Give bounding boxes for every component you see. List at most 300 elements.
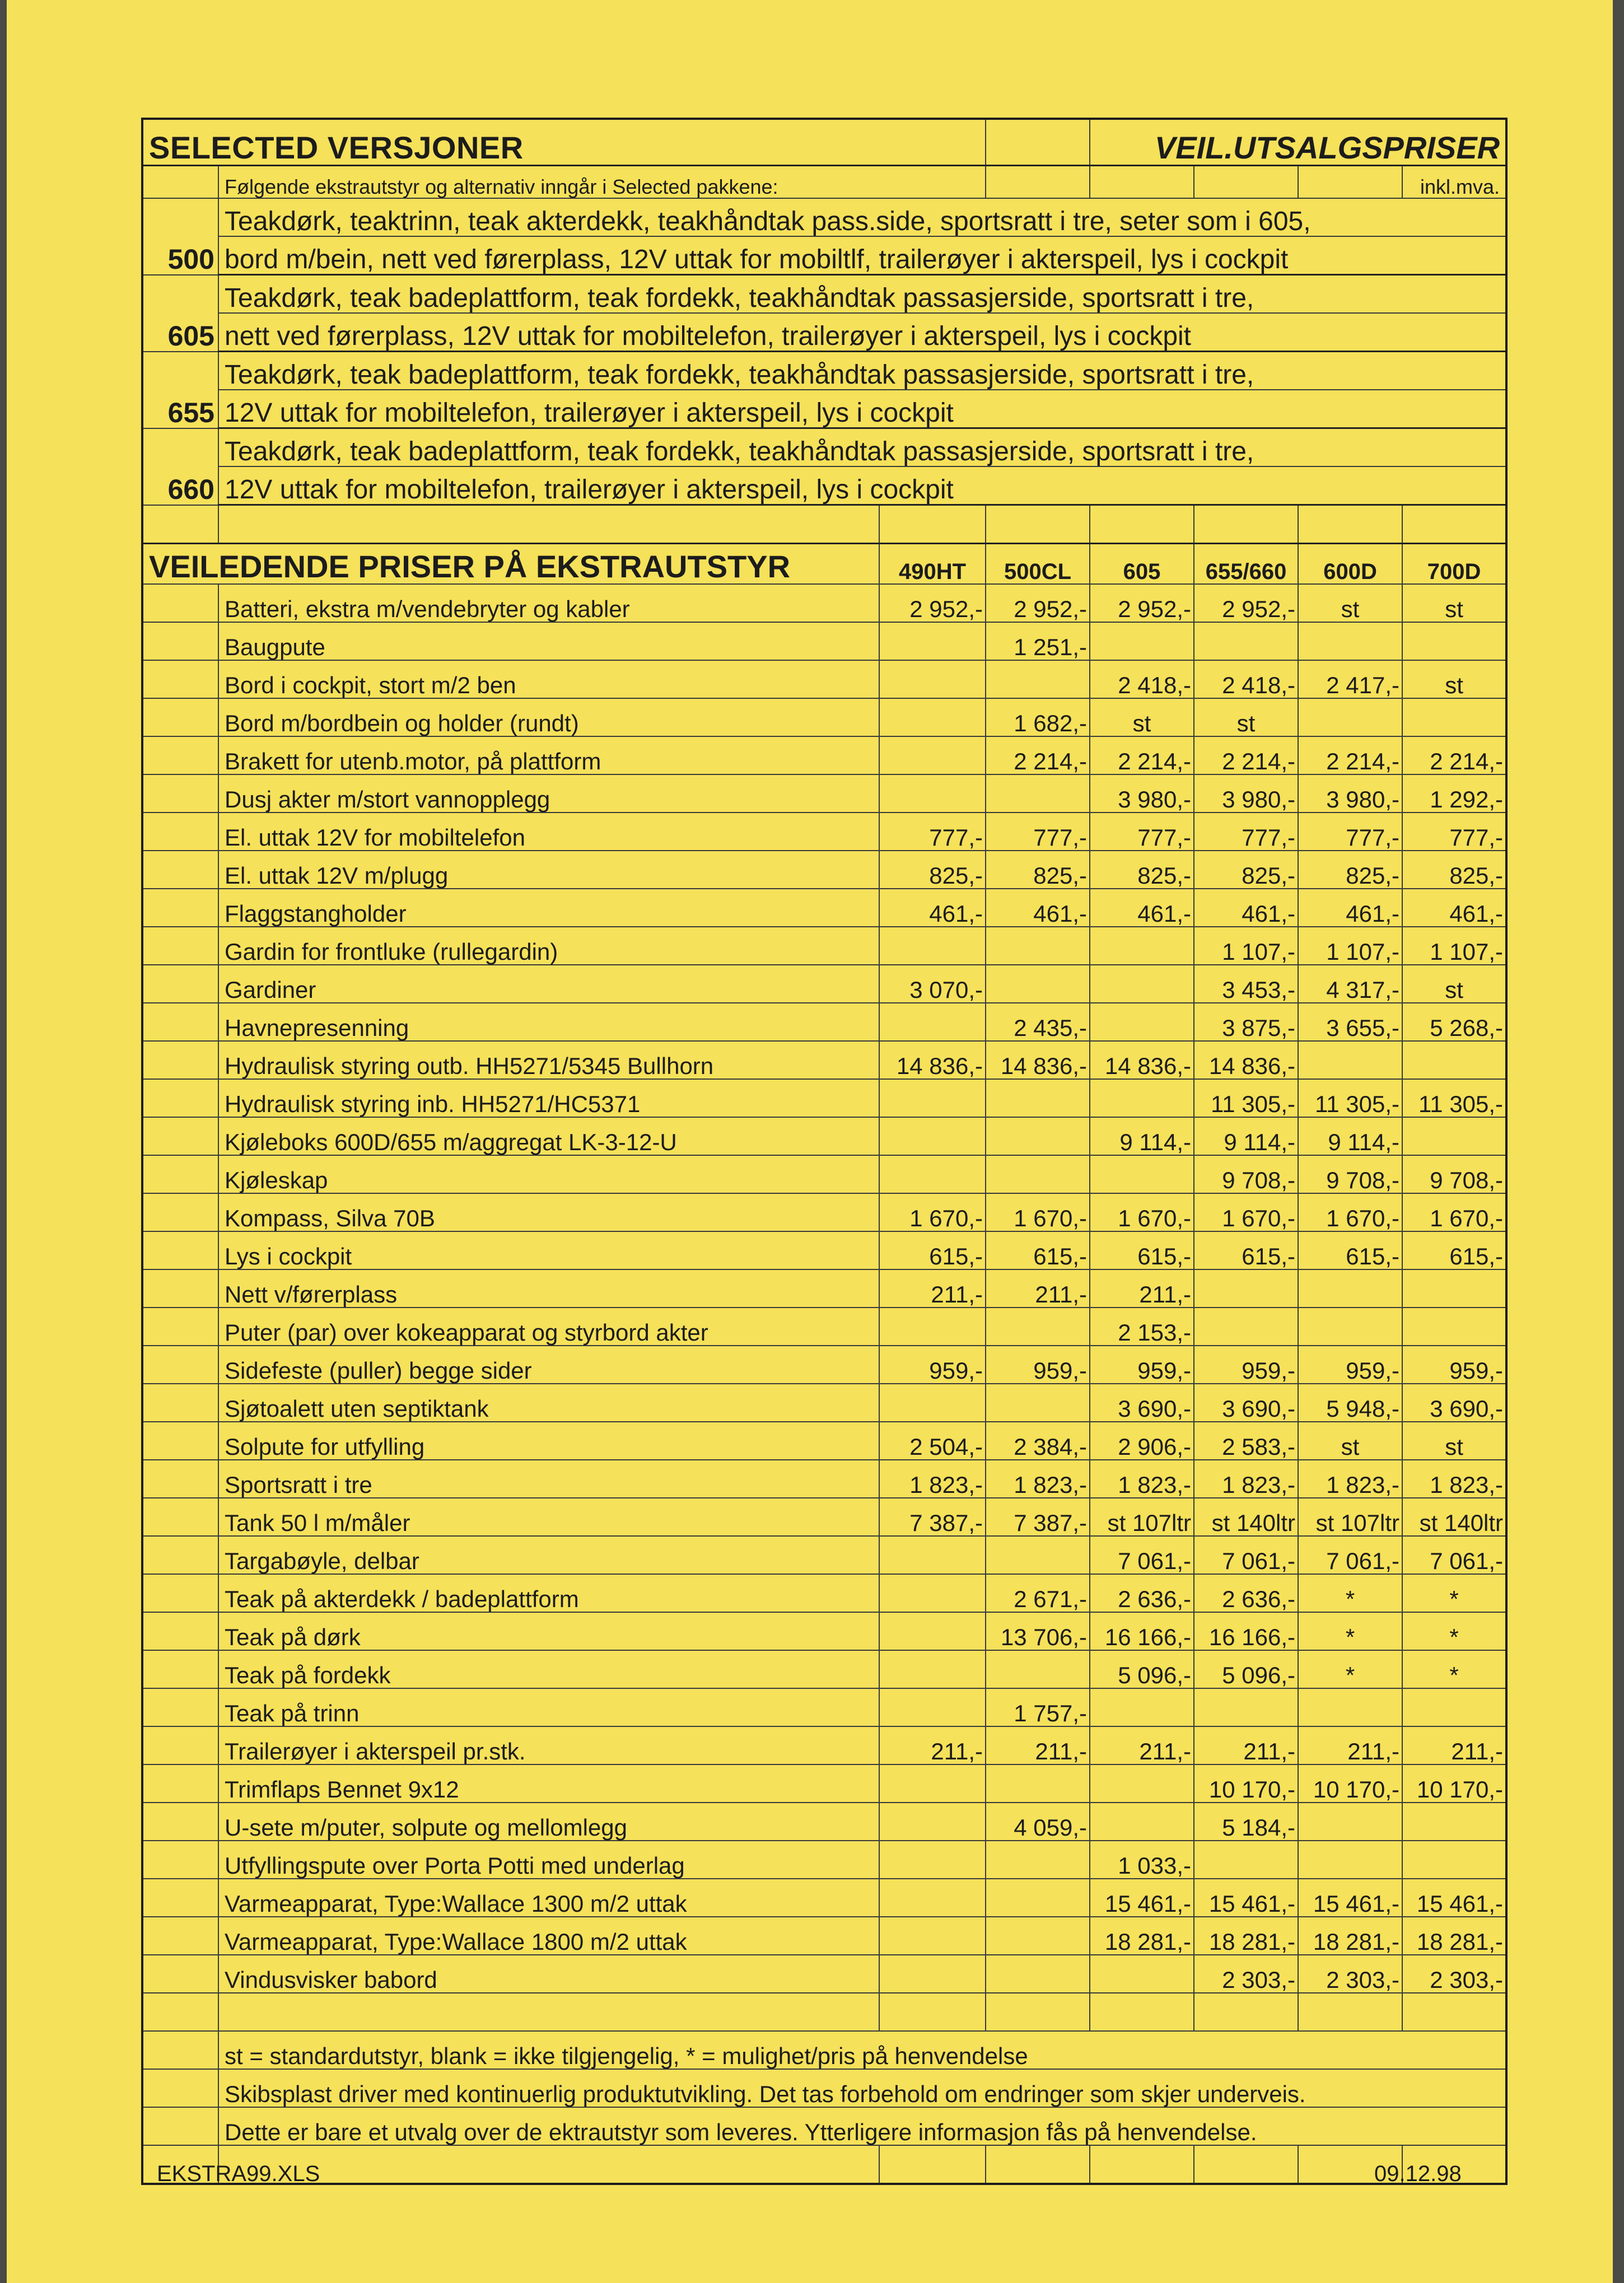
price-cell: 211,- bbox=[986, 1269, 1090, 1308]
package-desc-line: 12V uttak for mobiltelefon, trailerøyer i akterspeil, lys i cockpit bbox=[218, 390, 1506, 428]
price-cell bbox=[1402, 698, 1506, 736]
price-cell: st 140ltr bbox=[1194, 1498, 1298, 1536]
table-row bbox=[142, 584, 1506, 622]
item-name: Kjøleskap bbox=[218, 1155, 879, 1193]
price-cell: st 107ltr bbox=[1298, 1498, 1402, 1536]
price-cell: 3 875,- bbox=[1194, 1003, 1298, 1041]
price-cell: 1 033,- bbox=[1090, 1841, 1194, 1879]
column-header: 500CL bbox=[986, 544, 1090, 585]
price-cell bbox=[879, 1841, 986, 1879]
item-name: Hydraulisk styring outb. HH5271/5345 Bullhorn bbox=[218, 1041, 879, 1079]
price-cell bbox=[986, 1879, 1090, 1917]
item-name: Teak på dørk bbox=[218, 1612, 879, 1650]
price-cell: 1 823,- bbox=[1298, 1460, 1402, 1498]
price-cell: 2 952,- bbox=[1090, 584, 1194, 622]
price-cell bbox=[1298, 698, 1402, 736]
column-header: 490HT bbox=[879, 544, 986, 585]
price-cell bbox=[1090, 965, 1194, 1003]
blank-cell bbox=[142, 927, 218, 965]
price-cell: 959,- bbox=[986, 1346, 1090, 1384]
item-name: Sportsratt i tre bbox=[218, 1460, 879, 1498]
item-name: Trailerøyer i akterspeil pr.stk. bbox=[218, 1726, 879, 1764]
price-cell bbox=[879, 927, 986, 965]
package-row bbox=[142, 198, 1506, 236]
price-cell: 461,- bbox=[1194, 889, 1298, 927]
price-cell: 5 268,- bbox=[1402, 1003, 1506, 1041]
item-name: Gardin for frontluke (rullegardin) bbox=[218, 927, 879, 965]
price-cell bbox=[879, 1003, 986, 1041]
blank-cell bbox=[879, 505, 986, 544]
item-name: Kjøleboks 600D/655 m/aggregat LK-3-12-U bbox=[218, 1117, 879, 1155]
price-cell bbox=[1194, 1308, 1298, 1346]
blank-cell bbox=[1090, 1993, 1194, 2031]
item-name: Puter (par) over kokeapparat og styrbord akter bbox=[218, 1308, 879, 1346]
table-row bbox=[142, 1688, 1506, 1726]
price-cell: 825,- bbox=[986, 851, 1090, 889]
price-cell: 9 708,- bbox=[1194, 1155, 1298, 1193]
price-cell: 211,- bbox=[1090, 1269, 1194, 1308]
blank-cell bbox=[142, 505, 218, 544]
price-cell: 1 757,- bbox=[986, 1688, 1090, 1726]
price-cell: 2 504,- bbox=[879, 1422, 986, 1460]
price-cell: 3 980,- bbox=[1298, 774, 1402, 813]
selected-title: SELECTED VERSJONER bbox=[142, 119, 986, 166]
price-cell bbox=[986, 1117, 1090, 1155]
package-desc-line: 12V uttak for mobiltelefon, trailerøyer i akterspeil, lys i cockpit bbox=[218, 466, 1506, 505]
price-cell: st bbox=[1298, 584, 1402, 622]
price-cell: 777,- bbox=[1402, 813, 1506, 851]
price-cell: 1 670,- bbox=[1298, 1193, 1402, 1231]
package-row-cont bbox=[142, 390, 1506, 428]
price-cell: 461,- bbox=[986, 889, 1090, 927]
price-cell: 15 461,- bbox=[1402, 1879, 1506, 1917]
price-cell: 14 836,- bbox=[1194, 1041, 1298, 1079]
item-name: Targabøyle, delbar bbox=[218, 1536, 879, 1574]
table-row bbox=[142, 1003, 1506, 1041]
item-name: Teak på akterdekk / badeplattform bbox=[218, 1574, 879, 1612]
blank-cell bbox=[142, 889, 218, 927]
price-cell: 1 823,- bbox=[1194, 1460, 1298, 1498]
item-name: Sidefeste (puller) begge sider bbox=[218, 1346, 879, 1384]
blank-cell bbox=[142, 1460, 218, 1498]
price-cell: 2 384,- bbox=[986, 1422, 1090, 1460]
item-name: Utfyllingspute over Porta Potti med underlag bbox=[218, 1841, 879, 1879]
price-cell: st bbox=[1298, 1422, 1402, 1460]
price-cell bbox=[986, 1384, 1090, 1422]
table-row bbox=[142, 1879, 1506, 1917]
price-cell: 615,- bbox=[1090, 1231, 1194, 1269]
blank-cell bbox=[142, 1155, 218, 1193]
spacer-row bbox=[142, 2145, 1506, 2184]
price-cell: 2 418,- bbox=[1090, 660, 1194, 698]
blank-cell bbox=[1402, 505, 1506, 544]
price-cell: 615,- bbox=[1194, 1231, 1298, 1269]
price-cell bbox=[879, 1612, 986, 1650]
price-cell bbox=[1298, 1041, 1402, 1079]
price-cell bbox=[879, 774, 986, 813]
blank-cell bbox=[218, 505, 879, 544]
price-cell: 15 461,- bbox=[1298, 1879, 1402, 1917]
blank-cell bbox=[218, 1993, 879, 2031]
price-cell bbox=[1402, 1041, 1506, 1079]
item-name: El. uttak 12V for mobiltelefon bbox=[218, 813, 879, 851]
item-name: Flaggstangholder bbox=[218, 889, 879, 927]
price-cell: st bbox=[1402, 660, 1506, 698]
item-name: Gardiner bbox=[218, 965, 879, 1003]
price-cell bbox=[1194, 1269, 1298, 1308]
price-cell: 1 823,- bbox=[986, 1460, 1090, 1498]
blank-cell bbox=[1298, 505, 1402, 544]
footer-date: 09.12.98 bbox=[1374, 2161, 1462, 2186]
package-row-cont bbox=[142, 236, 1506, 275]
price-cell bbox=[879, 1079, 986, 1117]
price-cell bbox=[879, 1308, 986, 1346]
price-cell: 18 281,- bbox=[1090, 1917, 1194, 1955]
package-row-cont bbox=[142, 313, 1506, 352]
package-row bbox=[142, 352, 1506, 390]
price-cell: 825,- bbox=[1194, 851, 1298, 889]
price-cell bbox=[1090, 1079, 1194, 1117]
blank-cell bbox=[142, 2107, 218, 2145]
item-name: Varmeapparat, Type:Wallace 1800 m/2 uttak bbox=[218, 1917, 879, 1955]
price-cell bbox=[879, 1879, 986, 1917]
price-cell bbox=[879, 622, 986, 660]
price-cell: 211,- bbox=[1090, 1726, 1194, 1764]
price-cell bbox=[879, 1688, 986, 1726]
price-cell: st bbox=[1402, 584, 1506, 622]
table-row bbox=[142, 1574, 1506, 1612]
price-cell: 2 952,- bbox=[986, 584, 1090, 622]
blank-cell bbox=[142, 1041, 218, 1079]
blank-cell bbox=[142, 1764, 218, 1803]
price-cell: 10 170,- bbox=[1402, 1764, 1506, 1803]
equipment-header-row bbox=[142, 544, 1506, 585]
price-cell: 2 671,- bbox=[986, 1574, 1090, 1612]
price-cell: 7 387,- bbox=[986, 1498, 1090, 1536]
price-cell bbox=[879, 698, 986, 736]
price-cell: 461,- bbox=[1090, 889, 1194, 927]
table-row bbox=[142, 736, 1506, 774]
price-cell bbox=[879, 1955, 986, 1993]
blank-cell bbox=[986, 1993, 1090, 2031]
note-row bbox=[142, 2107, 1506, 2145]
price-cell: 2 906,- bbox=[1090, 1422, 1194, 1460]
column-header: 605 bbox=[1090, 544, 1194, 585]
table-row bbox=[142, 1803, 1506, 1841]
price-cell bbox=[1298, 1803, 1402, 1841]
price-cell bbox=[879, 1764, 986, 1803]
price-cell bbox=[986, 774, 1090, 813]
price-cell bbox=[986, 1764, 1090, 1803]
price-cell: 615,- bbox=[879, 1231, 986, 1269]
item-name: Kompass, Silva 70B bbox=[218, 1193, 879, 1231]
price-cell: 5 948,- bbox=[1298, 1384, 1402, 1422]
price-cell bbox=[1402, 1117, 1506, 1155]
price-cell: 777,- bbox=[1298, 813, 1402, 851]
blank-cell bbox=[142, 1193, 218, 1231]
blank-cell bbox=[1090, 505, 1194, 544]
price-cell: 14 836,- bbox=[986, 1041, 1090, 1079]
blank-cell bbox=[142, 698, 218, 736]
price-cell: 777,- bbox=[879, 813, 986, 851]
price-cell bbox=[1402, 1269, 1506, 1308]
package-row bbox=[142, 275, 1506, 314]
blank-cell bbox=[142, 1003, 218, 1041]
price-cell: 7 387,- bbox=[879, 1498, 986, 1536]
price-cell: 15 461,- bbox=[1194, 1879, 1298, 1917]
blank-cell bbox=[142, 1841, 218, 1879]
package-desc-line: nett ved førerplass, 12V uttak for mobiltelefon, trailerøyer i akterspeil, lys i cockpit bbox=[218, 313, 1506, 352]
price-cell: 777,- bbox=[1090, 813, 1194, 851]
table-row bbox=[142, 1841, 1506, 1879]
price-cell: 1 670,- bbox=[1090, 1193, 1194, 1231]
item-name: Sjøtoalett uten septiktank bbox=[218, 1384, 879, 1422]
price-cell bbox=[1090, 1155, 1194, 1193]
price-cell bbox=[879, 1384, 986, 1422]
price-cell: 3 980,- bbox=[1090, 774, 1194, 813]
price-cell: 1 107,- bbox=[1402, 927, 1506, 965]
item-name: El. uttak 12V m/plugg bbox=[218, 851, 879, 889]
price-cell bbox=[986, 1079, 1090, 1117]
vat-label: inkl.mva. bbox=[1402, 166, 1506, 199]
price-cell: 615,- bbox=[1402, 1231, 1506, 1269]
price-cell: st bbox=[1090, 698, 1194, 736]
price-cell: 1 670,- bbox=[1402, 1193, 1506, 1231]
price-cell bbox=[986, 1155, 1090, 1193]
blank-cell bbox=[142, 1993, 218, 2031]
selected-header-row bbox=[142, 119, 1506, 166]
package-desc-line: bord m/bein, nett ved førerplass, 12V uttak for mobiltlf, trailerøyer i akterspeil, lys i cockpit bbox=[218, 236, 1506, 275]
price-cell: 211,- bbox=[986, 1726, 1090, 1764]
price-cell: 3 690,- bbox=[1090, 1384, 1194, 1422]
item-name: Havnepresenning bbox=[218, 1003, 879, 1041]
price-cell bbox=[1090, 1803, 1194, 1841]
price-cell bbox=[879, 660, 986, 698]
price-cell: 10 170,- bbox=[1298, 1764, 1402, 1803]
price-cell: 461,- bbox=[1298, 889, 1402, 927]
blank-cell bbox=[142, 1726, 218, 1764]
price-cell: 1 670,- bbox=[1194, 1193, 1298, 1231]
table-row bbox=[142, 1117, 1506, 1155]
package-row-cont bbox=[142, 466, 1506, 505]
package-code: 660 bbox=[142, 428, 218, 505]
column-header: 600D bbox=[1298, 544, 1402, 585]
price-cell bbox=[1090, 927, 1194, 965]
blank-cell bbox=[142, 1422, 218, 1460]
price-cell: 1 107,- bbox=[1298, 927, 1402, 965]
blank-cell bbox=[1194, 1993, 1298, 2031]
price-cell bbox=[986, 1955, 1090, 1993]
price-cell: 1 823,- bbox=[1090, 1460, 1194, 1498]
item-name: Solpute for utfylling bbox=[218, 1422, 879, 1460]
table-row bbox=[142, 1917, 1506, 1955]
price-cell: 9 708,- bbox=[1298, 1155, 1402, 1193]
price-cell: 7 061,- bbox=[1402, 1536, 1506, 1574]
price-cell: 7 061,- bbox=[1194, 1536, 1298, 1574]
price-title: VEIL.UTSALGSPRISER bbox=[1090, 119, 1506, 166]
price-cell: 2 583,- bbox=[1194, 1422, 1298, 1460]
price-cell: 2 214,- bbox=[986, 736, 1090, 774]
package-desc-line: Teakdørk, teak badeplattform, teak fordekk, teakhåndtak passasjerside, sportsratt i tre, bbox=[218, 352, 1506, 390]
price-cell: st bbox=[1194, 698, 1298, 736]
table-row bbox=[142, 698, 1506, 736]
price-cell bbox=[1090, 1688, 1194, 1726]
item-name: Lys i cockpit bbox=[218, 1231, 879, 1269]
item-name: Brakett for utenb.motor, på plattform bbox=[218, 736, 879, 774]
price-cell: 825,- bbox=[1402, 851, 1506, 889]
price-cell: 7 061,- bbox=[1090, 1536, 1194, 1574]
spacer-row bbox=[142, 1993, 1506, 2031]
price-sheet bbox=[7, 0, 1613, 2283]
price-cell: 1 670,- bbox=[879, 1193, 986, 1231]
price-cell: 959,- bbox=[1090, 1346, 1194, 1384]
package-code: 655 bbox=[142, 352, 218, 428]
table-row bbox=[142, 660, 1506, 698]
table-row bbox=[142, 851, 1506, 889]
price-cell: 2 303,- bbox=[1402, 1955, 1506, 1993]
price-cell: 5 184,- bbox=[1194, 1803, 1298, 1841]
price-cell: 1 107,- bbox=[1194, 927, 1298, 965]
blank-cell bbox=[1402, 1993, 1506, 2031]
blank-cell bbox=[879, 1993, 986, 2031]
price-cell: 461,- bbox=[879, 889, 986, 927]
price-cell: * bbox=[1298, 1650, 1402, 1688]
table-row bbox=[142, 1231, 1506, 1269]
blank-cell bbox=[142, 1384, 218, 1422]
price-cell: 4 059,- bbox=[986, 1803, 1090, 1841]
price-cell: 3 980,- bbox=[1194, 774, 1298, 813]
price-cell: 3 453,- bbox=[1194, 965, 1298, 1003]
note-row bbox=[142, 2031, 1506, 2069]
item-name: Baugpute bbox=[218, 622, 879, 660]
item-name: Trimflaps Bennet 9x12 bbox=[218, 1764, 879, 1803]
table-row bbox=[142, 813, 1506, 851]
price-cell bbox=[879, 736, 986, 774]
blank-cell bbox=[1194, 505, 1298, 544]
price-cell bbox=[879, 1650, 986, 1688]
table-row bbox=[142, 1193, 1506, 1231]
price-cell bbox=[986, 1536, 1090, 1574]
price-table bbox=[141, 118, 1508, 2185]
price-cell: 615,- bbox=[986, 1231, 1090, 1269]
price-cell: * bbox=[1402, 1612, 1506, 1650]
item-name: Hydraulisk styring inb. HH5271/HC5371 bbox=[218, 1079, 879, 1117]
price-cell: 211,- bbox=[1402, 1726, 1506, 1764]
package-desc-line: Teakdørk, teaktrinn, teak akterdekk, teakhåndtak pass.side, sportsratt i tre, seter som i 605, bbox=[218, 198, 1506, 236]
blank-cell bbox=[142, 1269, 218, 1308]
table-row bbox=[142, 1155, 1506, 1193]
price-cell: 9 708,- bbox=[1402, 1155, 1506, 1193]
price-cell bbox=[986, 927, 1090, 965]
price-cell: 2 303,- bbox=[1194, 1955, 1298, 1993]
price-cell bbox=[1194, 622, 1298, 660]
blank-cell bbox=[142, 1231, 218, 1269]
price-cell: 18 281,- bbox=[1298, 1917, 1402, 1955]
price-cell bbox=[1090, 1955, 1194, 1993]
selected-intro: Følgende ekstrautstyr og alternativ inngår i Selected pakkene: bbox=[218, 166, 986, 199]
price-cell: 1 682,- bbox=[986, 698, 1090, 736]
price-cell bbox=[1402, 1688, 1506, 1726]
blank-cell bbox=[142, 1574, 218, 1612]
table-row bbox=[142, 622, 1506, 660]
item-name: Batteri, ekstra m/vendebryter og kabler bbox=[218, 584, 879, 622]
price-cell: 3 690,- bbox=[1194, 1384, 1298, 1422]
item-name: Varmeapparat, Type:Wallace 1300 m/2 uttak bbox=[218, 1879, 879, 1917]
price-cell bbox=[1090, 1003, 1194, 1041]
price-cell bbox=[986, 660, 1090, 698]
price-cell bbox=[879, 1117, 986, 1155]
table-row bbox=[142, 1650, 1506, 1688]
table-row bbox=[142, 1955, 1506, 1993]
blank-cell bbox=[142, 1308, 218, 1346]
price-cell: 959,- bbox=[879, 1346, 986, 1384]
blank-cell bbox=[142, 1079, 218, 1117]
price-cell: 2 952,- bbox=[879, 584, 986, 622]
price-cell: 2 303,- bbox=[1298, 1955, 1402, 1993]
package-code: 605 bbox=[142, 275, 218, 352]
price-cell: 825,- bbox=[1090, 851, 1194, 889]
price-cell: * bbox=[1298, 1574, 1402, 1612]
item-name: Nett v/førerplass bbox=[218, 1269, 879, 1308]
blank-cell bbox=[142, 1612, 218, 1650]
price-cell: 11 305,- bbox=[1194, 1079, 1298, 1117]
price-cell bbox=[879, 1917, 986, 1955]
price-cell: 2 435,- bbox=[986, 1003, 1090, 1041]
price-cell bbox=[986, 1308, 1090, 1346]
blank-cell bbox=[142, 851, 218, 889]
price-cell: st 140ltr bbox=[1402, 1498, 1506, 1536]
blank-cell bbox=[142, 622, 218, 660]
price-cell bbox=[879, 1574, 986, 1612]
price-cell bbox=[1090, 1764, 1194, 1803]
item-name: Bord i cockpit, stort m/2 ben bbox=[218, 660, 879, 698]
price-cell bbox=[1298, 1841, 1402, 1879]
table-row bbox=[142, 1269, 1506, 1308]
price-cell: 1 292,- bbox=[1402, 774, 1506, 813]
item-name: Bord m/bordbein og holder (rundt) bbox=[218, 698, 879, 736]
blank-cell bbox=[142, 1917, 218, 1955]
price-cell: 2 214,- bbox=[1402, 736, 1506, 774]
blank-cell bbox=[142, 813, 218, 851]
price-cell: 211,- bbox=[1194, 1726, 1298, 1764]
item-name: Teak på fordekk bbox=[218, 1650, 879, 1688]
price-cell: 1 251,- bbox=[986, 622, 1090, 660]
price-cell bbox=[879, 1155, 986, 1193]
price-cell bbox=[1298, 1308, 1402, 1346]
price-cell bbox=[986, 1650, 1090, 1688]
table-row bbox=[142, 1612, 1506, 1650]
price-cell: 3 655,- bbox=[1298, 1003, 1402, 1041]
price-cell: 461,- bbox=[1402, 889, 1506, 927]
price-cell: 211,- bbox=[879, 1726, 986, 1764]
price-cell: 18 281,- bbox=[1194, 1917, 1298, 1955]
price-cell: 14 836,- bbox=[879, 1041, 986, 1079]
price-cell: st bbox=[1402, 965, 1506, 1003]
price-cell: 14 836,- bbox=[1090, 1041, 1194, 1079]
price-cell: 3 690,- bbox=[1402, 1384, 1506, 1422]
price-cell bbox=[986, 1841, 1090, 1879]
item-name: Vindusvisker babord bbox=[218, 1955, 879, 1993]
blank-cell bbox=[1194, 2145, 1298, 2184]
price-cell bbox=[986, 965, 1090, 1003]
blank-cell bbox=[1298, 1993, 1402, 2031]
price-cell: * bbox=[1402, 1574, 1506, 1612]
price-cell bbox=[1194, 1688, 1298, 1726]
price-cell: 959,- bbox=[1194, 1346, 1298, 1384]
price-cell: 2 952,- bbox=[1194, 584, 1298, 622]
table-row bbox=[142, 889, 1506, 927]
item-name: Dusj akter m/stort vannopplegg bbox=[218, 774, 879, 813]
